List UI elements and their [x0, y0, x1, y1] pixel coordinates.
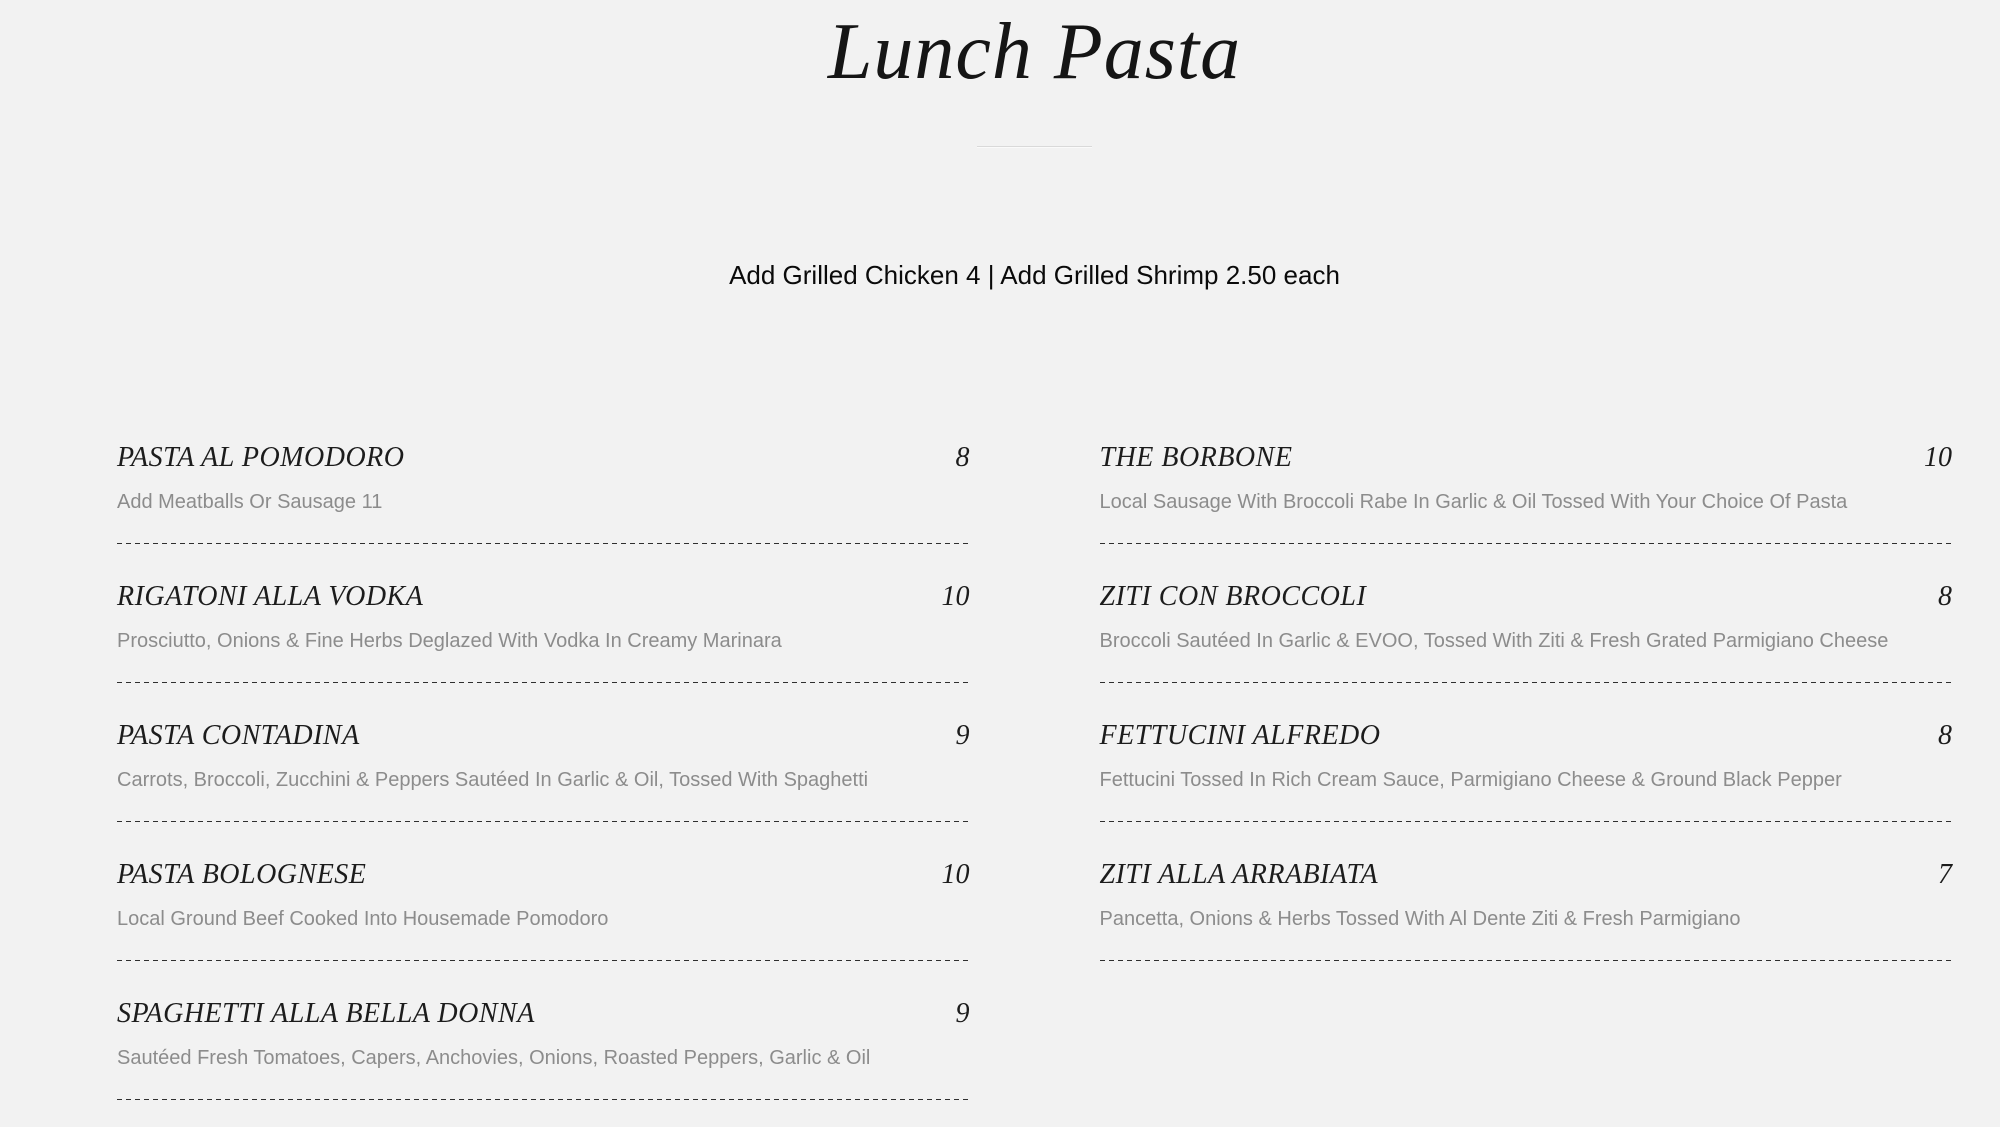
item-price: 8: [1938, 720, 1952, 751]
menu-item-fettucini-alfredo: [1100, 718, 1953, 822]
item-title: PASTA AL POMODORO: [117, 442, 405, 473]
menu-item-head: [117, 996, 970, 1032]
menu-item-the-borbone: [1100, 440, 1953, 544]
menu-grid: [117, 440, 1952, 1127]
item-description: Add Meatballs Or Sausage 11: [117, 491, 383, 513]
menu-item-head: [1100, 440, 1953, 476]
item-title: RIGATONI ALLA VODKA: [117, 581, 424, 612]
menu-item-pasta-bolognese: [117, 857, 970, 961]
menu-item-ziti-con-broccoli: [1100, 579, 1953, 683]
item-description: Prosciutto, Onions & Fine Herbs Deglazed With Vodka In Creamy Marinara: [117, 630, 782, 652]
menu-item-head: [117, 440, 970, 476]
menu-item-rigatoni-alla-vodka: [117, 579, 970, 683]
menu-column-left: [117, 440, 970, 1127]
item-title: ZITI ALLA ARRABIATA: [1099, 859, 1379, 890]
menu-item-ziti-alla-arrabiata: [1100, 857, 1953, 961]
item-description: Carrots, Broccoli, Zucchini & Peppers Sautéed In Garlic & Oil, Tossed With Spaghetti: [117, 769, 869, 791]
menu-item-head: [1100, 857, 1953, 893]
item-description: Pancetta, Onions & Herbs Tossed With Al Dente Ziti & Fresh Parmigiano: [1099, 908, 1741, 930]
menu-item-head: [117, 718, 970, 754]
menu-item-head: [117, 579, 970, 615]
item-description: Fettucini Tossed In Rich Cream Sauce, Parmigiano Cheese & Ground Black Pepper: [1099, 769, 1842, 791]
item-price: 10: [1924, 442, 1952, 473]
item-title: FETTUCINI ALFREDO: [1099, 720, 1381, 751]
item-title: PASTA CONTADINA: [117, 720, 360, 751]
item-description: Sautéed Fresh Tomatoes, Capers, Anchovies, Onions, Roasted Peppers, Garlic & Oil: [117, 1047, 871, 1069]
title-divider: [977, 146, 1092, 148]
item-price: 9: [955, 998, 970, 1029]
menu-item-head: [1100, 579, 1953, 615]
menu-item-pasta-al-pomodoro: [117, 440, 970, 544]
item-title: ZITI CON BROCCOLI: [1099, 581, 1367, 612]
menu-item-pasta-contadina: [117, 718, 970, 822]
item-description: Local Sausage With Broccoli Rabe In Garlic & Oil Tossed With Your Choice Of Pasta: [1099, 491, 1848, 513]
item-price: 10: [941, 859, 970, 890]
item-title: THE BORBONE: [1099, 442, 1293, 473]
menu-column-right: [1100, 440, 1953, 996]
item-price: 8: [955, 442, 970, 473]
menu-addons-note: Add Grilled Chicken 4 | Add Grilled Shrimp 2.50 each: [729, 260, 1340, 290]
menu-item-spaghetti-alla-bella-donna: [117, 996, 970, 1100]
menu-item-head: [1100, 718, 1953, 754]
page-title: Lunch Pasta: [827, 8, 1242, 96]
item-price: 7: [1938, 859, 1952, 890]
item-price: 8: [1938, 581, 1952, 612]
menu-item-head: [117, 857, 970, 893]
item-price: 10: [941, 581, 970, 612]
item-description: Local Ground Beef Cooked Into Housemade Pomodoro: [117, 908, 609, 930]
item-description: Broccoli Sautéed In Garlic & EVOO, Tossed With Ziti & Fresh Grated Parmigiano Cheese: [1099, 630, 1889, 652]
item-title: SPAGHETTI ALLA BELLA DONNA: [117, 998, 535, 1029]
item-price: 9: [955, 720, 970, 751]
item-title: PASTA BOLOGNESE: [117, 859, 367, 890]
